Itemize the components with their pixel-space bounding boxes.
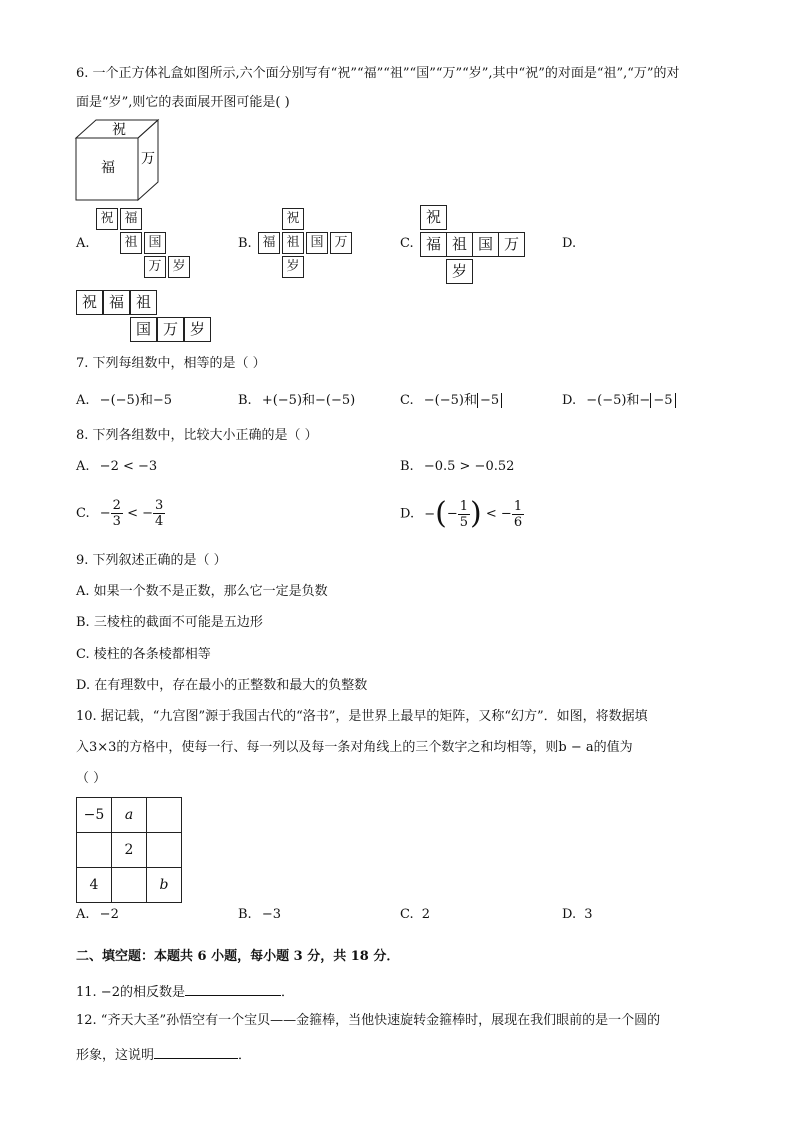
q10-option-b-text: −3 [261, 907, 281, 922]
net-cell: 祝 [282, 208, 304, 230]
q10-stem-line3: （ ） [76, 771, 107, 786]
net-cell: 福 [103, 290, 130, 315]
q7-option-d [562, 393, 676, 409]
q7-option-b-text: +(−5)和−(−5) [261, 393, 356, 408]
q8-stem: 8. 下列各组数中，比较大小正确的是（ ） [76, 428, 318, 443]
net-cell: 国 [130, 317, 157, 342]
q8-option-b-label: B. [400, 459, 414, 474]
q6-option-b-label: B. [238, 236, 252, 251]
q10-stem-line2: 入3×3的方格中，使每一行、每一列以及每一条对角线上的三个数字之和均相等，则b − a的值为 [76, 740, 633, 755]
grid-cell: 4 [77, 868, 112, 903]
q12-stem-line1: 12. “齐天大圣”孙悟空有一个宝贝——金箍棒，当他快速旋转金箍棒时，展现在我们眼前的是一个圆的 [76, 1013, 661, 1028]
q7-option-b-label: B. [238, 393, 252, 408]
q11-text: 11. −2的相反数是 [76, 985, 185, 1000]
net-cell: 万 [330, 232, 352, 254]
q7-option-c-pre: −(−5)和 [423, 393, 477, 408]
net-cell: 祝 [76, 290, 103, 315]
grid-cell: 2 [112, 833, 147, 868]
q9-stem: 9. 下列叙述正确的是（ ） [76, 553, 227, 568]
q7-option-d-label: D. [562, 393, 577, 408]
net-cell: 祖 [120, 232, 142, 254]
q8-option-d-label: D. [400, 506, 415, 522]
magic-square-grid [76, 797, 182, 903]
q10-option-c-text: 2 [421, 907, 431, 922]
q8-option-a-label: A. [76, 459, 90, 474]
q7-option-c-label: C. [400, 393, 414, 408]
q7-stem: 7. 下列每组数中，相等的是（ ） [76, 356, 266, 371]
q8-option-a-text: −2 < −3 [99, 459, 158, 474]
net-cell: 岁 [168, 256, 190, 278]
grid-cell: b [147, 868, 182, 903]
q11-answer-blank[interactable] [185, 981, 281, 996]
net-cell: 福 [420, 232, 447, 257]
net-cell: 祖 [446, 232, 473, 257]
fraction: $\frac{3}{4}$ [155, 498, 164, 529]
q7-option-a-text: −(−5)和−5 [99, 393, 173, 408]
net-cell: 福 [120, 208, 142, 230]
net-cell: 祝 [420, 205, 447, 230]
fraction: $\frac{2}{3}$ [112, 498, 121, 529]
net-cell: 国 [144, 232, 166, 254]
q6-option-a-label: A. [76, 236, 90, 251]
q6-stem-line2: 面是“岁”,则它的表面展开图可能是( ) [76, 95, 290, 110]
net-cell: 祖 [130, 290, 157, 315]
q10-stem-line1: 10. 据记载，“九宫图”源于我国古代的“洛书”，是世界上最早的矩阵，又称“幻方”．如图，将数据填 [76, 709, 648, 724]
q7-option-c [400, 393, 502, 409]
q8-option-b-text: −0.5 > −0.52 [423, 459, 515, 474]
q12-stem-line2: 形象，这说明 ． [76, 1044, 251, 1064]
q10-option-a-label: A. [76, 907, 90, 922]
fraction: $\frac{1}{5}$ [459, 498, 469, 530]
q10-option-d-label: D. [562, 907, 577, 922]
net-cell: 国 [306, 232, 328, 254]
q9-option-a: A. 如果一个数不是正数，那么它一定是负数 [76, 584, 328, 599]
q8-option-b [400, 459, 514, 475]
net-cell: 岁 [282, 256, 304, 278]
grid-cell [147, 833, 182, 868]
q7-option-b [238, 393, 355, 409]
fraction: $\frac{1}{6}$ [513, 498, 523, 530]
net-cell: 万 [144, 256, 166, 278]
cube-right-label: 万 [141, 151, 155, 167]
net-cell: 祖 [282, 232, 304, 254]
q10-option-c-label: C. [400, 907, 414, 922]
q9-option-c: C. 棱柱的各条棱都相等 [76, 647, 211, 662]
q8-option-c: C. − $\frac{2}{3}$ < − $\frac{3}{4}$ [76, 498, 164, 529]
cube-figure [74, 118, 164, 204]
q10-option-a [76, 907, 119, 923]
q10-option-b [238, 907, 281, 923]
grid-cell [112, 868, 147, 903]
net-cell: 万 [157, 317, 184, 342]
q6-option-c-label: C. [400, 236, 414, 251]
cube-top-label: 祝 [112, 122, 126, 138]
q8-option-c-label: C. [76, 506, 90, 521]
q10-option-d [562, 907, 593, 923]
cube-front-label: 福 [101, 160, 115, 176]
section-heading: 二、填空题：本题共 6 小题，每小题 3 分，共 18 分． [76, 949, 400, 964]
q7-option-c-abs: −5 [477, 393, 502, 408]
q7-option-d-abs: −5 [650, 393, 675, 408]
net-cell: 岁 [184, 317, 211, 342]
net-cell: 国 [472, 232, 499, 257]
q10-option-b-label: B. [238, 907, 252, 922]
grid-cell [147, 798, 182, 833]
q9-option-d: D. 在有理数中，存在最小的正整数和最大的负整数 [76, 678, 368, 693]
grid-cell [77, 833, 112, 868]
grid-cell: −5 [77, 798, 112, 833]
q8-option-d: D. −(− $\frac{1}{5}$ ) < − $\frac{1}{6}$ [400, 496, 523, 531]
q10-option-a-text: −2 [99, 907, 119, 922]
q10-option-d-text: 3 [584, 907, 593, 922]
q12-answer-blank[interactable] [154, 1044, 238, 1059]
net-cell: 福 [258, 232, 280, 254]
net-cell: 万 [498, 232, 525, 257]
q6-stem-line1: 6. 一个正方体礼盒如图所示,六个面分别写有“祝”“福”“祖”“国”“万”“岁”,其中“祝”的对面是“祖”,“万”的对 [76, 66, 680, 81]
q7-option-d-pre: −(−5)和− [586, 393, 651, 408]
q10-option-c [400, 907, 430, 923]
q7-option-a [76, 393, 172, 409]
net-cell: 岁 [446, 259, 473, 284]
q11-line: 11. −2的相反数是 ． [76, 981, 294, 1001]
net-cell: 祝 [96, 208, 118, 230]
grid-cell: a [112, 798, 147, 833]
q9-option-b: B. 三棱柱的截面不可能是五边形 [76, 615, 263, 630]
q8-option-a [76, 459, 157, 475]
q6-option-d-label: D. [562, 236, 577, 251]
q7-option-a-label: A. [76, 393, 90, 408]
